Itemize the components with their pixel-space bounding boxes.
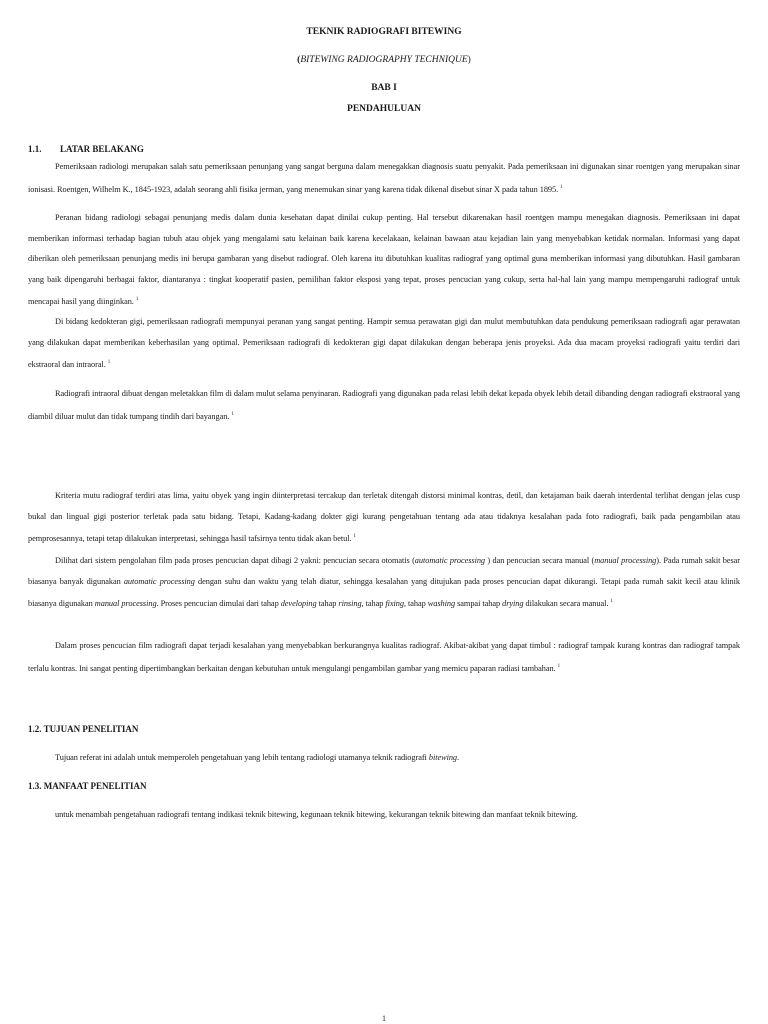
section-heading-background: 1.1. LATAR BELAKANG (28, 144, 144, 154)
document-subtitle: (BITEWING RADIOGRAPHY TECHNIQUE) (297, 55, 471, 65)
paragraph-benefit: untuk menambah pengetahuan radiografi tentang indikasi teknik bitewing, kegunaan teknik bitewing, kekurangan teknik bitewing dan manfaat teknik bitewing. (55, 810, 578, 819)
paragraph-intraoral: Radiografi intraoral dibuat dengan meletakkan film di dalam mulut selama penyinaran. Radiografi yang digunakan pada relasi lebih dekat kepada obyek lebih detail dibanding dengan radiografi ekstraoral yang diambil diluar mulut dan tidak tumpang tindih dari bayangan. $^1$ (28, 389, 740, 421)
paragraph-dentistry: Di bidang kedokteran gigi, pemeriksaan radiografi mempunyai peranan yang sangat penting. Hampir semua perawatan gigi dan mulut membutuhkan data pendukung pemeriksaan radiografi agar perawatan yang dilakukan dapat memberikan keberhasilan yang optimal. Pemeriksaan radiografi di kedokteran gigi dapat dilakukan dengan beberapa jenis proyeksi. Ada dua macam proyeksi radiografi yaitu terdiri dari ekstraoral dan intraoral. $^1$ (28, 317, 740, 369)
paragraph-criteria: Kriteria mutu radiograf terdiri atas lima, yaitu obyek yang ingin diinterpretasi tercakup dan terletak ditengah distorsi minimal kontras, detil, dan ketajaman baik daerah interdental terlihat dengan jelas cusp bukal dan lingual gigi posterior terletak pada satu bidang. Tetapi, Kadang-kadang dokter gigi kurang pengetahuan tentang ada atau tidaknya kesalahan pada foto radiografi, baik pada pengambilan atau pemprosesannya, tetapi tetap dilakukan interpretasi, sehingga hasil tafsirnya tentu tidak akan betul. $^1$ (28, 491, 740, 543)
chapter-label: BAB I (371, 83, 397, 93)
paragraph-role: Peranan bidang radiologi sebagai penunjang medis dalam dunia kesehatan dapat dinilai cukup penting. Hal tersebut dikarenakan hasil roentgen mampu menegakan diagnosis. Pemeriksaan ini dapat memberikan informasi terhadap bagian tubuh atau objek yang mengalami satu kelainan baik karena kecelakaan, kelainan bawaan atau kejadian lain yang menyebabkan ketidak normalan. Informasi yang dapat diberikan oleh pemeriksaan penunjang medis ini berupa gambaran yang disebut radiograf. Oleh karena itu dibutuhkan kualitas radiograf yang optimal guna memberikan informasi yang dibutuhkan. Hasil gambaran yang baik dipengaruhi berbagai faktor, diantaranya : tingkat kooperatif pasien, pemilihan faktor eksposi yang tepat, proses pencucian yang cukup, serta hal-hal lain yang mampu mempengaruhi radiograf untuk mencapai hasil yang diinginkan. $^1$ (28, 213, 740, 306)
section-heading-objective: 1.2. TUJUAN PENELITIAN (28, 724, 139, 734)
document-title: TEKNIK RADIOGRAFI BITEWING (306, 27, 462, 37)
paragraph-objective: Tujuan referat ini adalah untuk memperoleh pengetahuan yang lebih tentang radiologi utamanya teknik radiografi bitewing. (55, 753, 460, 762)
paragraph-errors: Dalam proses pencucian film radiografi dapat terjadi kesalahan yang menyebabkan berkurangnya kualitas radiograf. Akibat-akibat yang dapat timbul : radiograf tampak kurang kontras dan radiograf tampak terlalu kontras. Ini sangat penting dipertimbangkan berkaitan dengan kebutuhan untuk mengulangi pengambilan gambar yang memicu paparan radiasi tambahan. $^1$ (28, 641, 740, 673)
chapter-title: PENDAHULUAN (347, 104, 421, 114)
page-number: 1 (382, 1014, 386, 1023)
section-heading-benefit: 1.3. MANFAAT PENELITIAN (28, 781, 147, 791)
paragraph-intro: Pemeriksaan radiologi merupakan salah satu pemeriksaan penunjang yang sangat berguna dalam menegakkan diagnosis suatu penyakit. Pada pemeriksaan ini digunakan sinar roentgen yang merupakan sinar ionisasi. Roentgen, Wilhelm K., 1845-1923, adalah seorang ahli fisika jerman, yang menemukan sinar yang karena tidak dikenal disebut sinar X pada tahun 1895. $^1$ (28, 162, 740, 194)
paragraph-processing: Dilihat dari sistem pengolahan film pada proses pencucian dapat dibagi 2 yakni: pencucian secara otomatis (automatic processing ) dan pencucian secara manual (manual processing). Pada rumah sakit besar biasanya banyak digunakan automatic processing dengan suhu dan waktu yang telah diatur, sehingga kesalahan yang ditujukan pada proses pencucian dapat dikurangi. Tetapi pada rumah sakit kecil atau klinik biasanya digunakan manual processing. Proses pencucian dimulai dari tahap developing tahap rinsing, tahap fixing, tahap washing sampai tahap drying dilakukan secara manual. $^1$ (28, 556, 741, 608)
